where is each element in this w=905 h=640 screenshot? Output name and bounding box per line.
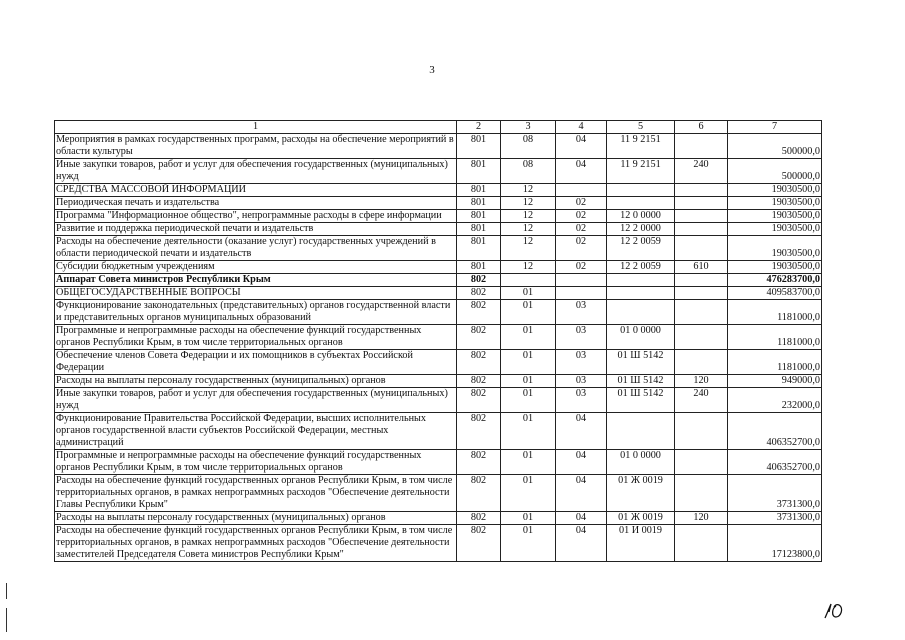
row-expense-type-cell [675,325,728,350]
row-subsection-cell: 02 [556,236,607,261]
row-name-cell: Функционирование законодательных (представительных) органов государственной власти и представительных органов муниципальных образований [55,300,457,325]
header-cell: 7 [728,121,822,134]
row-target-article-cell: 11 9 2151 [607,159,675,184]
row-subsection-cell: 04 [556,450,607,475]
row-name-cell: Расходы на выплаты персоналу государственных (муниципальных) органов [55,512,457,525]
row-expense-type-cell [675,413,728,450]
row-amount-cell: 949000,0 [728,375,822,388]
row-expense-type-cell: 120 [675,375,728,388]
row-section-cell: 12 [501,236,556,261]
row-code-cell: 801 [457,210,501,223]
row-amount-cell: 19030500,0 [728,261,822,274]
row-section-cell: 08 [501,134,556,159]
row-amount-cell: 409583700,0 [728,287,822,300]
row-name-cell: Программные и непрограммные расходы на обеспечение функций государственных органов Республики Крым, в том числе территориальных органов [55,450,457,475]
row-section-cell: 01 [501,325,556,350]
row-code-cell: 802 [457,413,501,450]
row-section-cell: 01 [501,388,556,413]
row-expense-type-cell: 610 [675,261,728,274]
row-section-cell [501,274,556,287]
row-subsection-cell: 03 [556,388,607,413]
row-name-cell: Мероприятия в рамках государственных программ, расходы на обеспечение мероприятий в области культуры [55,134,457,159]
row-target-article-cell: 12 2 0059 [607,261,675,274]
row-section-cell: 01 [501,300,556,325]
page-number: 3 [429,64,435,76]
row-code-cell: 801 [457,261,501,274]
row-section-cell: 01 [501,525,556,562]
row-section-cell: 08 [501,159,556,184]
header-cell: 1 [55,121,457,134]
row-name-cell: СРЕДСТВА МАССОВОЙ ИНФОРМАЦИИ [55,184,457,197]
row-section-cell: 01 [501,450,556,475]
table-row [55,525,822,562]
table-row [55,375,822,388]
row-subsection-cell [556,274,607,287]
row-amount-cell: 500000,0 [728,159,822,184]
row-amount-cell: 17123800,0 [728,525,822,562]
row-amount-cell: 19030500,0 [728,197,822,210]
row-target-article-cell [607,413,675,450]
row-expense-type-cell: 240 [675,388,728,413]
row-name-cell: Расходы на обеспечение функций государственных органов Республики Крым, в том числе территориальных органов, в рамках непрограммных расходов "Обеспечение деятельности Главы Республики Крым" [55,475,457,512]
row-expense-type-cell [675,210,728,223]
header-cell: 3 [501,121,556,134]
row-name-cell: Функционирование Правительства Российской Федерации, высших исполнительных органов государственной власти субъектов Российской Федерации, местных администраций [55,413,457,450]
row-target-article-cell: 11 9 2151 [607,134,675,159]
row-target-article-cell [607,274,675,287]
row-target-article-cell: 12 0 0000 [607,210,675,223]
row-target-article-cell [607,184,675,197]
row-section-cell: 01 [501,350,556,375]
row-section-cell: 12 [501,261,556,274]
row-expense-type-cell [675,223,728,236]
table-row [55,134,822,159]
row-expense-type-cell [675,475,728,512]
row-subsection-cell: 02 [556,197,607,210]
row-name-cell: Субсидии бюджетным учреждениям [55,261,457,274]
row-section-cell: 01 [501,512,556,525]
table-row [55,300,822,325]
table-row [55,413,822,450]
row-name-cell: Программа "Информационное общество", непрограммные расходы в сфере информации [55,210,457,223]
row-amount-cell: 19030500,0 [728,184,822,197]
row-code-cell: 802 [457,287,501,300]
row-target-article-cell: 12 2 0000 [607,223,675,236]
row-amount-cell: 406352700,0 [728,413,822,450]
row-amount-cell: 1181000,0 [728,325,822,350]
row-name-cell: Развитие и поддержка периодической печати и издательств [55,223,457,236]
row-name-cell: Аппарат Совета министров Республики Крым [55,274,457,287]
row-code-cell: 802 [457,350,501,375]
table-row [55,159,822,184]
table-row [55,450,822,475]
row-target-article-cell [607,287,675,300]
row-code-cell: 801 [457,236,501,261]
row-subsection-cell [556,184,607,197]
row-expense-type-cell: 240 [675,159,728,184]
row-subsection-cell: 03 [556,300,607,325]
row-subsection-cell: 03 [556,350,607,375]
table-header-row [55,121,822,134]
row-target-article-cell: 12 2 0059 [607,236,675,261]
row-code-cell: 802 [457,525,501,562]
row-subsection-cell: 04 [556,159,607,184]
row-code-cell: 802 [457,375,501,388]
table-row [55,475,822,512]
row-expense-type-cell [675,274,728,287]
table-row [55,325,822,350]
row-amount-cell: 232000,0 [728,388,822,413]
row-expense-type-cell [675,450,728,475]
row-name-cell: Периодическая печать и издательства [55,197,457,210]
row-target-article-cell [607,197,675,210]
row-amount-cell: 1181000,0 [728,300,822,325]
row-expense-type-cell [675,184,728,197]
row-expense-type-cell [675,134,728,159]
row-target-article-cell: 01 И 0019 [607,525,675,562]
row-code-cell: 801 [457,159,501,184]
row-code-cell: 801 [457,134,501,159]
row-code-cell: 802 [457,274,501,287]
table-row [55,350,822,375]
table-row [55,287,822,300]
row-code-cell: 801 [457,223,501,236]
row-subsection-cell: 04 [556,134,607,159]
row-section-cell: 12 [501,223,556,236]
budget-table [54,120,822,562]
row-subsection-cell: 04 [556,413,607,450]
row-expense-type-cell [675,525,728,562]
row-target-article-cell: 01 Ж 0019 [607,475,675,512]
row-amount-cell: 3731300,0 [728,512,822,525]
row-subsection-cell: 04 [556,475,607,512]
row-section-cell: 01 [501,375,556,388]
row-name-cell: Обеспечение членов Совета Федерации и их помощников в субъектах Российской Федерации [55,350,457,375]
table-row [55,236,822,261]
row-subsection-cell: 02 [556,261,607,274]
row-expense-type-cell [675,350,728,375]
row-section-cell: 01 [501,475,556,512]
row-code-cell: 802 [457,475,501,512]
row-target-article-cell: 01 Ж 0019 [607,512,675,525]
row-subsection-cell: 04 [556,525,607,562]
row-section-cell: 12 [501,197,556,210]
row-code-cell: 801 [457,197,501,210]
row-subsection-cell [556,287,607,300]
row-subsection-cell: 03 [556,325,607,350]
row-subsection-cell: 04 [556,512,607,525]
header-cell: 2 [457,121,501,134]
row-target-article-cell: 01 Ш 5142 [607,375,675,388]
row-name-cell: Расходы на выплаты персоналу государственных (муниципальных) органов [55,375,457,388]
row-amount-cell: 500000,0 [728,134,822,159]
row-amount-cell: 19030500,0 [728,223,822,236]
row-code-cell: 802 [457,325,501,350]
row-subsection-cell: 02 [556,223,607,236]
table-row [55,223,822,236]
row-section-cell: 12 [501,210,556,223]
row-section-cell: 01 [501,413,556,450]
page-edge-mark [6,608,7,632]
row-amount-cell: 19030500,0 [728,236,822,261]
row-name-cell: Иные закупки товаров, работ и услуг для обеспечения государственных (муниципальных) нужд [55,159,457,184]
handwritten-signature [822,598,852,622]
page-edge-mark [6,583,7,599]
row-code-cell: 802 [457,450,501,475]
row-name-cell: Программные и непрограммные расходы на обеспечение функций государственных органов Республики Крым, в том числе территориальных органов [55,325,457,350]
row-name-cell: Расходы на обеспечение деятельности (оказание услуг) государственных учреждений в области периодической печати и издательств [55,236,457,261]
row-name-cell: Иные закупки товаров, работ и услуг для обеспечения государственных (муниципальных) нужд [55,388,457,413]
header-cell: 6 [675,121,728,134]
table-row [55,261,822,274]
row-target-article-cell [607,300,675,325]
table-row [55,184,822,197]
row-code-cell: 802 [457,512,501,525]
row-expense-type-cell [675,300,728,325]
row-name-cell: Расходы на обеспечение функций государственных органов Республики Крым, в том числе территориальных органов, в рамках непрограммных расходов "Обеспечение деятельности заместителей Председателя Совета министров Республики Крым" [55,525,457,562]
row-code-cell: 802 [457,388,501,413]
table-row [55,274,822,287]
row-target-article-cell: 01 0 0000 [607,325,675,350]
row-amount-cell: 19030500,0 [728,210,822,223]
row-expense-type-cell [675,287,728,300]
row-section-cell: 12 [501,184,556,197]
row-section-cell: 01 [501,287,556,300]
row-expense-type-cell [675,197,728,210]
row-subsection-cell: 03 [556,375,607,388]
header-cell: 5 [607,121,675,134]
row-amount-cell: 3731300,0 [728,475,822,512]
row-subsection-cell: 02 [556,210,607,223]
row-amount-cell: 406352700,0 [728,450,822,475]
row-target-article-cell: 01 0 0000 [607,450,675,475]
table-row [55,512,822,525]
header-cell: 4 [556,121,607,134]
row-amount-cell: 476283700,0 [728,274,822,287]
row-name-cell: ОБЩЕГОСУДАРСТВЕННЫЕ ВОПРОСЫ [55,287,457,300]
row-code-cell: 801 [457,184,501,197]
row-target-article-cell: 01 Ш 5142 [607,350,675,375]
row-target-article-cell: 01 Ш 5142 [607,388,675,413]
row-expense-type-cell [675,236,728,261]
row-amount-cell: 1181000,0 [728,350,822,375]
row-code-cell: 802 [457,300,501,325]
row-expense-type-cell: 120 [675,512,728,525]
table-row [55,388,822,413]
table-row [55,210,822,223]
table-row [55,197,822,210]
